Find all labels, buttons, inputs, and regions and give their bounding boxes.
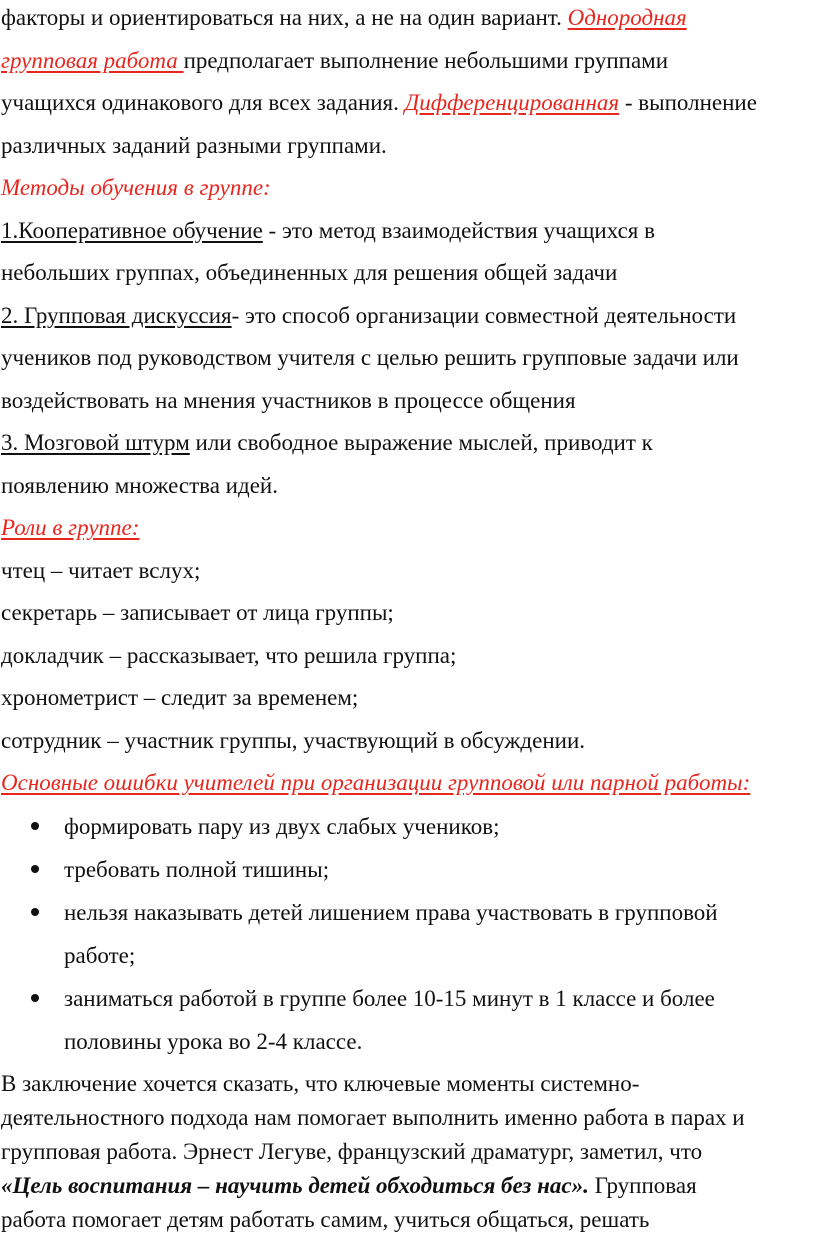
bullet-icon (31, 908, 39, 916)
method-1-line-1: - это метод взаимодействия учащихся в (262, 217, 655, 243)
methods-section (1, 167, 813, 507)
role-secretary: секретарь – записывает от лица группы; (1, 600, 394, 625)
conclusion-line-3: групповая работа. Эрнест Легуве, французский драматург, заметил, что (1, 1138, 703, 1164)
conclusion-line-2: деятельностного подхода нам помогает выполнить именно работа в парах и (1, 1104, 745, 1130)
list-item: заниматься работой в группе более 10-15 минут в 1 классе и более (1, 977, 813, 1020)
conclusion-line-1: В заключение хочется сказать, что ключевые моменты системно- (1, 1070, 640, 1096)
role-speaker: докладчик – рассказывает, что решила группа; (1, 642, 457, 668)
list-item: формировать пару из двух слабых учеников; (1, 805, 813, 848)
method-2-line-2: учеников под руководством учителя с целью решить групповые задачи или (1, 345, 739, 370)
method-3-term: 3. Мозговой штурм (1, 430, 190, 455)
conclusion-line-5: работа помогает детям работать самим, учиться общаться, решать (1, 1206, 650, 1232)
bullet-icon (31, 994, 39, 1002)
list-item: нельзя наказывать детей лишением права участвовать в групповой (1, 891, 813, 934)
errors-list (1, 805, 813, 1063)
method-1-line-2: небольших группах, объединенных для решения общей задачи (1, 260, 618, 285)
intro-line-2-text: предполагает выполнение небольшими группами (183, 47, 669, 73)
bullet-icon (31, 865, 39, 873)
roles-heading: Роли в группе: (1, 515, 140, 540)
methods-heading: Методы обучения в группе: (1, 175, 271, 200)
list-item-continuation: половины урока во 2-4 классе. (64, 1028, 363, 1054)
method-3-line-2: появлению множества идей. (1, 472, 278, 498)
method-2-line-1: - это способ организации совместной деятельности (231, 302, 737, 328)
intro-paragraph (1, 0, 813, 167)
term-homogeneous: Однородная (567, 5, 687, 30)
role-participant: сотрудник – участник группы, участвующий в обсуждении. (1, 727, 586, 753)
conclusion-paragraph (1, 1067, 813, 1237)
legouve-quote: «Цель воспитания – научить детей обходиться без нас». (1, 1172, 589, 1198)
intro-line-1-text: факторы и ориентироваться на них, а не на один вариант. (1, 5, 568, 30)
term-differentiated: Дифференцированная (404, 90, 620, 115)
list-item: требовать полной тишины; (1, 848, 813, 891)
method-2-term: 2. Групповая дискуссия (1, 302, 232, 328)
intro-line-4: различных заданий разными группами. (1, 132, 387, 158)
intro-line-3-text: учащихся одинакового для всех задания. (1, 90, 405, 115)
list-item-continuation: работе; (64, 942, 136, 968)
method-2-line-3: воздействовать на мнения участников в процессе общения (1, 387, 576, 413)
bullet-icon (31, 822, 39, 830)
roles-section (1, 507, 813, 805)
method-3-line-1: или свободное выражение мыслей, приводит к (189, 430, 653, 455)
method-1-term: 1.Кооперативное обучение (1, 217, 263, 243)
term-group-work: групповая работа (1, 47, 184, 73)
role-timekeeper: хронометрист – следит за временем; (1, 685, 359, 710)
errors-heading: Основные ошибки учителей при организации групповой или парной работы: (1, 770, 751, 795)
conclusion-line-4-tail: Групповая (588, 1172, 697, 1198)
role-reader: чтец – читает вслух; (1, 557, 201, 583)
intro-line-3-tail: - выполнение (619, 90, 757, 115)
